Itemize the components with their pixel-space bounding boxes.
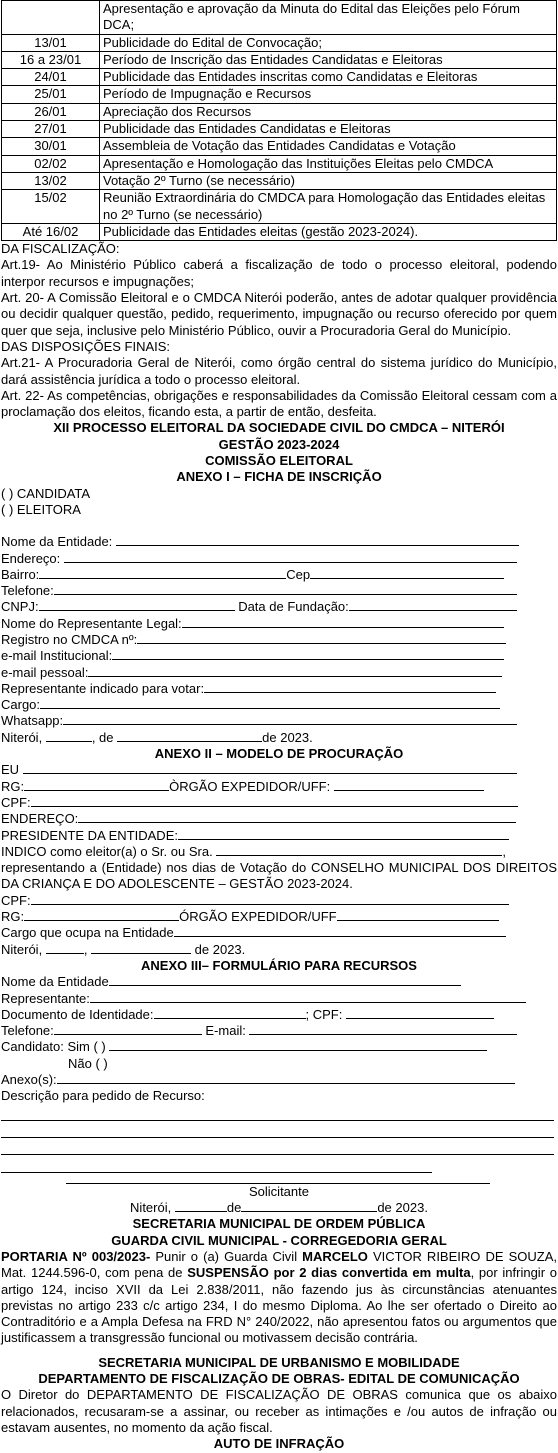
schedule-row [2, 51, 557, 68]
schedule-row [2, 172, 557, 189]
art-22: Art. 22- As competências, obrigações e responsabilidades da Comissão Eleitoral cessam com a proclamação dos eleitos, ficando esta, a partir de então, desfeita. [1, 387, 557, 420]
schedule-activity: Apresentação e aprovação da Minuta do Edital das Eleições pelo Fórum DCA; [100, 1, 557, 35]
schedule-activity: Assembleia de Votação das Entidades Candidatas e Votação [100, 138, 557, 155]
schedule-date: 27/01 [2, 121, 100, 138]
schedule-row [2, 103, 557, 120]
schedule-row [2, 155, 557, 172]
field-cargo-entidade: Cargo que ocupa na Entidade [0, 925, 558, 941]
schedule-activity: Apreciação dos Recursos [100, 103, 557, 120]
field-presidente: PRESIDENTE DA ENTIDADE: [0, 828, 558, 844]
recurso-line-3 [1, 1139, 554, 1155]
field-documento: Documento de Identidade: ; CPF: [0, 1007, 558, 1023]
field-cpf: CPF: [0, 795, 558, 811]
schedule-row [2, 86, 557, 103]
schedule-activity: Publicidade das Entidades Candidatas e Eleitoras [100, 121, 557, 138]
spacer [0, 518, 558, 534]
field-indico: INDICO como eleitor(a) o Sr. ou Sra. , [1, 843, 506, 859]
disposicoes-heading: DAS DISPOSIÇÕES FINAIS: [1, 338, 171, 354]
anexo1-title1: XII PROCESSO ELEITORAL DA SOCIEDADE CIVIL DO CMDCA – NITERÓI [53, 420, 505, 436]
schedule-date: 25/01 [2, 86, 100, 103]
anexo1-title3: COMISSÃO ELEITORAL [205, 453, 353, 469]
schedule-date: 26/01 [2, 103, 100, 120]
field-telefone: Telefone: [0, 583, 558, 599]
field-nao: Não ( ) [68, 1055, 108, 1071]
field-descricao: Descrição para pedido de Recurso: [1, 1088, 205, 1104]
smu-body: O Diretor do DEPARTAMENTO DE FISCALIZAÇÃO DE OBRAS comunica que os abaixo relacionados, recusaram-se a assinar, ou receber as intimações e /ou autos de infração ou estavam ausentes, no momento da ação fiscal. [1, 1387, 557, 1435]
field-eu: EU [0, 762, 558, 778]
schedule-date: 30/01 [2, 138, 100, 155]
field-cnpj: CNPJ: Data de Fundação: [0, 599, 558, 615]
field-cargo: Cargo: [0, 697, 558, 713]
schedule-activity: Votação 2º Turno (se necessário) [100, 172, 557, 189]
field-nome-entidade: Nome da Entidade: [0, 534, 558, 550]
field-anexos: Anexo(s): [0, 1072, 558, 1088]
schedule-activity: Período de Impugnação e Recursos [100, 86, 557, 103]
schedule-activity: Período de Inscrição das Entidades Candidatas e Eleitoras [100, 51, 557, 68]
anexo1-title2: GESTÃO 2023-2024 [218, 436, 340, 452]
auto-infracao-heading: AUTO DE INFRAÇÃO [213, 1436, 345, 1452]
schedule-date: 13/02 [2, 172, 100, 189]
portaria-text: PORTARIA Nº 003/2023- Punir o (a) Guarda Civil MARCELO VICTOR RIBEIRO DE SOUZA, Mat. 1244.596-0, com pena de SUSPENSÃO por 2 dias convertida em multa, por infringir o artigo 124, inciso XVII da Lei 2.838/2011, não fazendo jus às circunstâncias atenuantes previstas no artigo 233 c/c artigo 234, I do mesmo Diploma. Ao lhe ser ofertado o Direito ao Contraditório e a Ampla Defesa na FRD N° 240/2022, não apresentou fatos ou argumentos que justificassem a transgressão funcional ou motivassem decisão contrária. [1, 1248, 557, 1346]
schedule-row [2, 121, 557, 138]
schedule-row [2, 223, 557, 240]
schedule-date: 16 a 23/01 [2, 51, 100, 68]
schedule-date: 13/01 [2, 34, 100, 51]
smu-title2: DEPARTAMENTO DE FISCALIZAÇÃO DE OBRAS- EDITAL DE COMUNICAÇÃO [38, 1371, 520, 1387]
solicitante-label: Solicitante [249, 1183, 309, 1199]
recurso-line-1 [1, 1105, 554, 1121]
schedule-date [2, 1, 100, 35]
schedule-activity: Publicidade do Edital de Convocação; [100, 34, 557, 51]
schedule-activity: Publicidade das Entidades inscritas como Candidatas e Eleitoras [100, 69, 557, 86]
field-endereco2: ENDEREÇO: [0, 811, 558, 827]
schedule-activity: Publicidade das Entidades eleitas (gestão 2023-2024). [100, 223, 557, 240]
schedule-activity: Reunião Extraordinária do CMDCA para Homologação das Entidades eleitas no 2º Turno (se necessário) [100, 190, 557, 224]
art-21: Art.21- A Procuradoria Geral de Niterói, como órgão central do sistema jurídico do Município, dará assistência jurídica a todo o processo eleitoral. [1, 355, 557, 387]
option-eleitora: ( ) ELEITORA [1, 501, 81, 517]
field-candidato: Candidato: Sim ( ) [0, 1039, 558, 1055]
schedule-date: Até 16/02 [2, 223, 100, 240]
anexo1-title4: ANEXO I – FICHA DE INSCRIÇÃO [176, 469, 382, 485]
anexo3-title: ANEXO III– FORMULÁRIO PARA RECURSOS [141, 957, 417, 973]
field-representante-votar: Representante indicado para votar: [0, 681, 558, 697]
art-20: Art. 20- A Comissão Eleitoral e o CMDCA Niterói poderão, antes de adotar qualquer providência ou decidir qualquer questão, pedido, requerimento, impugnação ou recurso oferecido por quem quer que seja, inclusive pelo Ministério Público, ouvir a Procuradoria Geral do Município. [1, 290, 557, 338]
field-cpf2: CPF: [0, 893, 558, 909]
field-representante: Nome do Representante Legal: [0, 616, 558, 632]
schedule-row [2, 34, 557, 51]
field-data2: Niterói, , de 2023. [1, 941, 246, 957]
smu-title1: SECRETARIA MUNICIPAL DE URBANISMO E MOBILIDADE [98, 1354, 460, 1370]
field-telefone3: Telefone: E-mail: [0, 1023, 558, 1039]
schedule-date: 15/02 [2, 190, 100, 224]
field-whatsapp: Whatsapp: [0, 713, 558, 729]
field-rg: RG: ÒRGÃO EXPEDIDOR/UFF: [0, 779, 558, 795]
option-candidata: ( ) CANDIDATA [1, 485, 91, 501]
field-representante3: Representante: [0, 991, 558, 1007]
schedule-row [2, 138, 557, 155]
schedule-row [2, 190, 557, 224]
field-endereco: Endereço: [0, 551, 558, 567]
schedule-activity: Apresentação e Homologação das Instituições Eleitas pelo CMDCA [100, 155, 557, 172]
field-email-institucional: e-mail Institucional: [0, 648, 558, 664]
field-email-pessoal: e-mail pessoal: [0, 665, 558, 681]
schedule-date: 24/01 [2, 69, 100, 86]
recurso-line-4 [1, 1156, 432, 1172]
field-rg2: RG: ÓRGÃO EXPEDIDOR/UFF [0, 909, 558, 925]
field-bairro: Bairro: Cep [0, 567, 558, 583]
schedule-row [2, 69, 557, 86]
field-data: Niterói, , de de 2023. [1, 729, 313, 745]
field-nome-entidade3: Nome da Entidade [0, 974, 558, 990]
schedule-date: 02/02 [2, 155, 100, 172]
anexo2-title: ANEXO II – MODELO DE PROCURAÇÃO [154, 746, 404, 762]
field-registro: Registro no CMDCA nº: [0, 632, 558, 648]
fiscalizacao-heading: DA FISCALIZAÇÃO: [1, 241, 120, 257]
recurso-line-2 [1, 1122, 554, 1138]
art-19: Art.19- Ao Ministério Público caberá a fiscalização de todo o processo eleitoral, podendo interpor recursos e impugnações; [1, 257, 557, 289]
seop-title1: SECRETARIA MUNICIPAL DE ORDEM PÚBLICA [132, 1216, 426, 1232]
schedule-table [1, 0, 557, 241]
representando-text: representando a (Entidade) nos dias de Votação do CONSELHO MUNICIPAL DOS DIREITOS DA CRIANÇA E DO ADOLESCENTE – GESTÃO 2023-2024. [1, 860, 557, 892]
field-data3: Niterói, de de 2023. [130, 1200, 428, 1216]
seop-title2: GUARDA CIVIL MUNICIPAL - CORREGEDORIA GERAL [111, 1232, 447, 1248]
schedule-row [2, 1, 557, 35]
